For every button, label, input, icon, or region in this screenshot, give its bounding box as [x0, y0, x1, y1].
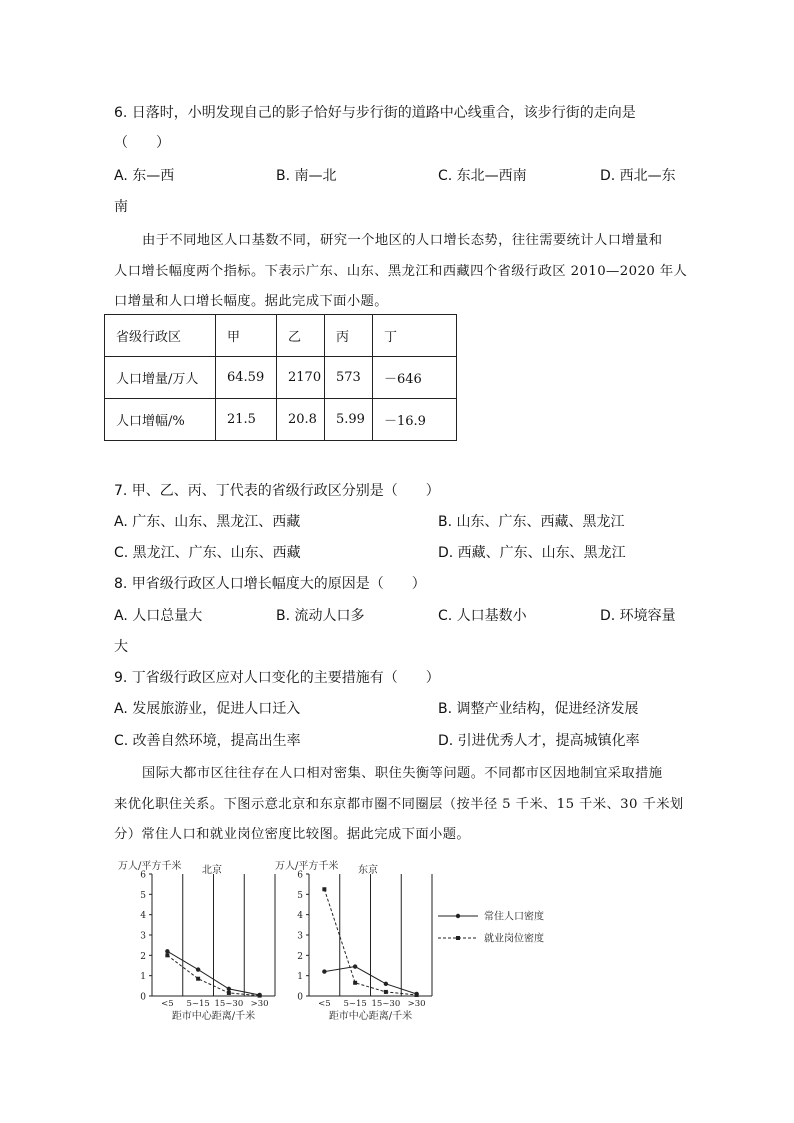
- resident-density-point: [165, 949, 169, 953]
- resident-density-point: [322, 969, 326, 973]
- q9-stem: 9. 丁省级行政区应对人口变化的主要措施有（ ）: [114, 670, 440, 686]
- chart-ytick-label: 5: [297, 890, 303, 901]
- intro2-line2: 来优化职住关系。下图示意北京和东京都市圈不同圈层（按半径 5 千米、15 千米、30 千米划: [114, 797, 684, 812]
- table-row: [105, 399, 457, 441]
- intro2-line3: 分）常住人口和就业岗位密度比较图。据此完成下面小题。: [114, 827, 471, 842]
- chart-xlabel: 距市中心距离/千米: [171, 1011, 256, 1022]
- q8-option-d-wrap: 大: [114, 639, 128, 655]
- chart-xtick-label: 5~15: [343, 999, 367, 1009]
- chart-ytick-label: 1: [140, 972, 146, 983]
- table-cell: 5.99: [325, 399, 373, 441]
- table-cell: 64.59: [216, 357, 277, 399]
- resident-density-point: [353, 964, 357, 968]
- legend-dashed-marker: [456, 936, 460, 940]
- legend-job-label: 就业岗位密度: [484, 933, 544, 945]
- chart-ytick-label: 4: [140, 911, 146, 922]
- q6-option-d-wrap: 南: [114, 199, 128, 215]
- chart-xtick-label: >30: [250, 999, 269, 1009]
- table-row: [105, 357, 457, 399]
- table-header-row: [105, 315, 457, 357]
- chart-ytick-label: 3: [297, 931, 303, 942]
- table-cell: 丁: [373, 315, 457, 357]
- intro1-line3: 口增量和人口增长幅度。据此完成下面小题。: [114, 294, 388, 309]
- q6-option-d[interactable]: D. 西北—东: [600, 168, 676, 184]
- q6-bracket: （ ）: [114, 135, 170, 151]
- chart-ytick-label: 6: [297, 870, 303, 881]
- job-density-point: [258, 994, 262, 998]
- q9-option-d[interactable]: D. 引进优秀人才，提高城镇化率: [438, 733, 640, 749]
- chart-ytick-label: 5: [140, 890, 146, 901]
- population-table: [104, 314, 457, 441]
- table-cell: 乙: [277, 315, 325, 357]
- table-cell: 丙: [325, 315, 373, 357]
- job-density-point: [415, 993, 419, 997]
- job-density-point: [227, 991, 231, 995]
- q9-option-a[interactable]: A. 发展旅游业，促进人口迁入: [114, 701, 301, 717]
- q7-option-a[interactable]: A. 广东、山东、黑龙江、西藏: [114, 514, 301, 530]
- legend-solid-marker: [456, 914, 460, 918]
- chart-ytick-label: 0: [297, 992, 303, 1003]
- table-cell: 573: [325, 357, 373, 399]
- chart-ytick-label: 3: [140, 931, 146, 942]
- q6-stem: 6. 日落时，小明发现自己的影子恰好与步行街的道路中心线重合，该步行街的走向是: [114, 105, 636, 121]
- chart-title: 北京: [202, 865, 222, 876]
- job-density-point: [384, 990, 388, 994]
- chart-ytick-label: 0: [140, 992, 146, 1003]
- q7-stem: 7. 甲、乙、丙、丁代表的省级行政区分别是（ ）: [114, 483, 440, 499]
- intro1-line1: 由于不同地区人口基数不同，研究一个地区的人口增长态势，往往需要统计人口增量和: [142, 233, 663, 248]
- job-density-point: [353, 981, 357, 985]
- table-cell: －16.9: [373, 399, 457, 441]
- chart-title: 东京: [358, 865, 378, 876]
- chart-xtick-label: 15~30: [371, 999, 401, 1009]
- q8-stem: 8. 甲省级行政区人口增长幅度大的原因是（ ）: [114, 576, 426, 592]
- table-cell: 2170: [277, 357, 325, 399]
- job-density-point: [322, 887, 326, 891]
- table-cell: 甲: [216, 315, 277, 357]
- resident-density-point: [227, 987, 231, 991]
- chart-xlabel: 距市中心距离/千米: [328, 1011, 413, 1022]
- intro1-line2: 人口增长幅度两个指标。下表示广东、山东、黑龙江和西藏四个省级行政区 2010—2020 年人: [114, 264, 688, 279]
- q6-option-a[interactable]: A. 东—西: [114, 168, 175, 184]
- q7-option-c[interactable]: C. 黑龙江、广东、山东、西藏: [114, 545, 301, 561]
- chart-xtick-label: <5: [161, 999, 174, 1009]
- chart-xtick-label: >30: [407, 999, 426, 1009]
- table-cell: 省级行政区: [105, 315, 216, 357]
- chart-ytick-label: 4: [297, 911, 303, 922]
- chart-ylabel: 万人/平方千米: [118, 861, 182, 872]
- chart-xtick-label: 5~15: [186, 999, 210, 1009]
- intro2-line1: 国际大都市区往往存在人口相对密集、职住失衡等问题。不同都市区因地制宜采取措施: [142, 766, 663, 781]
- q8-option-a[interactable]: A. 人口总量大: [114, 608, 203, 624]
- chart-ylabel: 万人/平方千米: [275, 861, 339, 872]
- resident-density-point: [196, 967, 200, 971]
- q7-option-b[interactable]: B. 山东、广东、西藏、黑龙江: [438, 514, 625, 530]
- q9-option-c[interactable]: C. 改善自然环境，提高出生率: [114, 733, 301, 749]
- q6-option-b[interactable]: B. 南—北: [276, 168, 337, 184]
- table-cell: 20.8: [277, 399, 325, 441]
- q9-option-b[interactable]: B. 调整产业结构，促进经济发展: [438, 701, 639, 717]
- chart-xtick-label: 15~30: [214, 999, 244, 1009]
- chart-ytick-label: 1: [297, 972, 303, 983]
- chart-xtick-label: <5: [318, 999, 331, 1009]
- table-cell: 人口增量/万人: [105, 357, 216, 399]
- table-cell: 人口增幅/%: [105, 399, 216, 441]
- q8-option-d[interactable]: D. 环境容量: [600, 608, 676, 624]
- job-density-point: [196, 977, 200, 981]
- chart-ytick-label: 2: [297, 951, 303, 962]
- q8-option-c[interactable]: C. 人口基数小: [438, 608, 527, 624]
- density-charts: [0, 850, 794, 1030]
- q6-option-c[interactable]: C. 东北—西南: [438, 168, 527, 184]
- q8-option-b[interactable]: B. 流动人口多: [276, 608, 365, 624]
- chart-ytick-label: 6: [140, 870, 146, 881]
- job-density-point: [165, 953, 169, 957]
- table-cell: 21.5: [216, 399, 277, 441]
- resident-density-point: [384, 982, 388, 986]
- chart-ytick-label: 2: [140, 951, 146, 962]
- table-cell: －646: [373, 357, 457, 399]
- legend-resident-label: 常住人口密度: [484, 911, 544, 923]
- q7-option-d[interactable]: D. 西藏、广东、山东、黑龙江: [438, 545, 626, 561]
